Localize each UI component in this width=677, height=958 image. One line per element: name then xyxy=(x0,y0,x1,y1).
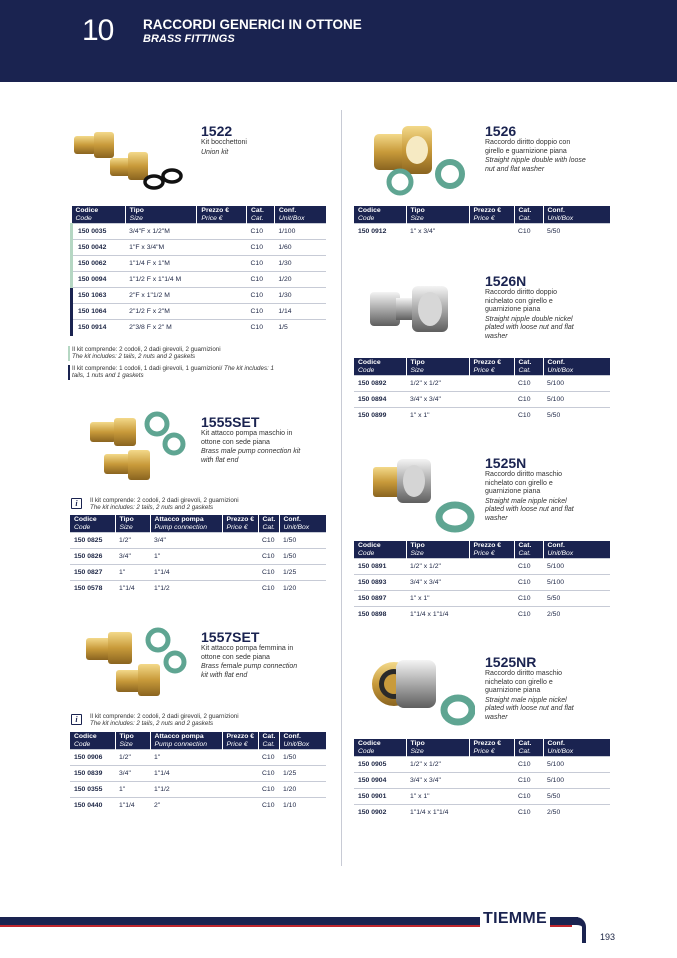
table-1526n xyxy=(354,358,610,424)
table-1522 xyxy=(70,206,326,336)
product-1525nr xyxy=(485,655,574,722)
col-size: Tipo Size xyxy=(125,206,197,224)
info-icon: i xyxy=(71,714,82,725)
table-1526 xyxy=(354,206,610,240)
product-code: 1522 xyxy=(201,123,233,139)
table-row: 150 0914 2"3/8 F x 2" M C10 1/5 xyxy=(72,320,327,336)
table-1555set xyxy=(70,515,326,597)
table-row: 150 0904 3/4" x 3/4" C10 5/100 xyxy=(354,773,610,789)
table-row: 150 0094 1"1/2 F x 1"1/4 M C10 1/20 xyxy=(72,272,327,288)
product-image-1557set xyxy=(70,622,190,707)
brand-hook-shape xyxy=(572,917,586,943)
kit-note: Il kit comprende: 2 codoli, 2 dadi girevoli, 2 guarnizioni The kit includes: 2 tails, 2 nuts and 2 gaskets xyxy=(90,713,239,728)
product-code: 1525NR xyxy=(485,654,537,670)
table-row: 150 1063 2"F x 1"1/2 M C10 1/30 xyxy=(72,288,327,304)
table-row: 150 0905 1/2" x 1/2" C10 5/100 xyxy=(354,757,610,773)
product-desc-en: Brass male pump connection kit with flat end xyxy=(201,448,301,464)
product-1525n xyxy=(485,456,574,523)
product-1555set xyxy=(201,415,300,465)
col-cat: Cat. Cat. xyxy=(247,206,275,224)
column-divider xyxy=(341,110,342,866)
table-1525n xyxy=(354,541,610,623)
product-image-1555set xyxy=(70,408,190,493)
table-row: 150 0912 1" x 3/4" C10 5/50 xyxy=(354,224,610,240)
col-price: Prezzo € Price € xyxy=(197,206,247,224)
table-row: 150 0826 3/4" 1" C10 1/50 xyxy=(70,549,326,565)
table-header: Codice Code Tipo Size Prezzo € Price € Cat. Cat. Conf. Unit/Box xyxy=(354,358,610,376)
product-1557set xyxy=(201,630,297,680)
table-header: Codice Code Tipo Size Prezzo € Price € Cat. Cat. Conf. Unit/Box xyxy=(354,206,610,224)
chapter-title: RACCORDI GENERICI IN OTTONE xyxy=(143,17,362,32)
product-desc-it: Raccordo diritto maschio nichelato con girello e guarnizione piana xyxy=(485,471,563,495)
col-code: Codice Code xyxy=(72,206,126,224)
product-image-1526 xyxy=(360,116,475,196)
table-row: 150 0042 1"F x 3/4"M C10 1/60 xyxy=(72,240,327,256)
table-row: 150 0355 1" 1"1/2 C10 1/20 xyxy=(70,782,326,798)
product-desc-en: Brass female pump connection kit with flat end xyxy=(201,663,298,679)
col-conf: Conf. Unit/Box xyxy=(274,206,326,224)
kit-note-1: Il kit comprende: 2 codoli, 2 dadi girevoli, 2 guarnizioni The kit includes: 2 tails, 2 nuts and 2 gaskets xyxy=(72,346,221,361)
page-number: 193 xyxy=(600,932,616,942)
page-header xyxy=(0,0,677,82)
table-row: 150 0892 1/2" x 1/2" C10 5/100 xyxy=(354,376,610,392)
note-marker xyxy=(68,365,70,380)
product-image-1526n xyxy=(362,278,472,343)
product-desc-it: Raccordo diritto maschio nichelato con girello e guarnizione piana xyxy=(485,670,563,694)
table-header xyxy=(72,206,327,224)
table-row: 150 0827 1" 1"1/4 C10 1/25 xyxy=(70,565,326,581)
table-row: 150 0906 1/2" 1" C10 1/50 xyxy=(70,750,326,766)
kit-note: Il kit comprende: 2 codoli, 2 dadi girevoli, 2 guarnizioni The kit includes: 2 tails, 2 nuts and 2 gaskets xyxy=(90,497,239,512)
table-1557set xyxy=(70,732,326,814)
table-row: 150 0893 3/4" x 3/4" C10 5/100 xyxy=(354,575,610,591)
product-1526n xyxy=(485,274,574,341)
table-row: 150 0440 1"1/4 2" C10 1/10 xyxy=(70,798,326,814)
product-desc-it: Raccordo diritto doppio con girello e guarnizione piana xyxy=(485,139,571,155)
table-row: 150 0901 1" x 1" C10 5/50 xyxy=(354,789,610,805)
product-image-1525n xyxy=(355,455,475,535)
product-desc-en: Union kit xyxy=(201,148,229,156)
product-code: 1525N xyxy=(485,455,527,471)
product-image-1525nr xyxy=(360,650,475,730)
table-header: Codice Code Tipo Size Prezzo € Price € Cat. Cat. Conf. Unit/Box xyxy=(354,541,610,559)
table-1525nr xyxy=(354,739,610,821)
product-desc-it: Kit attacco pompa femmina in ottone con sede piana xyxy=(201,645,294,661)
chapter-title-en: BRASS FITTINGS xyxy=(143,33,235,45)
product-code: 1526 xyxy=(485,123,517,139)
product-desc-en: Straight male nipple nickel plated with loose nut and flat washer xyxy=(485,696,574,721)
table-row: 150 0839 3/4" 1"1/4 C10 1/25 xyxy=(70,766,326,782)
info-icon: i xyxy=(71,498,82,509)
table-row: 150 0578 1"1/4 1"1/2 C10 1/20 xyxy=(70,581,326,597)
product-desc-en: Straight nipple double with loose nut and flat washer xyxy=(485,157,586,173)
table-row: 150 0062 1"1/4 F x 1"M C10 1/30 xyxy=(72,256,327,272)
table-header: Codice Code Tipo Size Prezzo € Price € Cat. Cat. Conf. Unit/Box xyxy=(354,739,610,757)
table-row: 150 0902 1"1/4 x 1"1/4 C10 2/50 xyxy=(354,805,610,821)
product-image-1522 xyxy=(68,122,188,197)
product-desc-it: Kit bocchettoni xyxy=(201,139,247,146)
brand-logo: TIEMME xyxy=(480,910,550,928)
product-desc-en: Straight male nipple nickel plated with loose nut and flat washer xyxy=(485,497,574,522)
table-row: 150 0035 3/4"F x 1/2"M C10 1/100 xyxy=(72,224,327,240)
product-1522 xyxy=(201,124,247,157)
table-row: 150 0894 3/4" x 3/4" C10 5/100 xyxy=(354,392,610,408)
product-desc-it: Raccordo diritto doppio nichelato con girello e guarnizione piana xyxy=(485,289,557,313)
product-code: 1557SET xyxy=(201,629,260,645)
product-1526 xyxy=(485,124,586,174)
table-row: 150 0891 1/2" x 1/2" C10 5/100 xyxy=(354,559,610,575)
product-code: 1526N xyxy=(485,273,527,289)
kit-note-2: Il kit comprende: 1 codoli, 1 dadi girevoli, 1 guarnizioni/ The kit includes: 1 tails, 1 nuts and 1 gaskets xyxy=(72,365,274,380)
table-row: 150 0825 1/2" 3/4" C10 1/50 xyxy=(70,533,326,549)
table-row: 150 0898 1"1/4 x 1"1/4 C10 2/50 xyxy=(354,607,610,623)
note-marker xyxy=(68,346,70,361)
table-header: Codice Code Tipo Size Attacco pompa Pump connection Prezzo € Price € Cat. Cat. Conf. Unit/Box xyxy=(70,515,326,533)
table-row: 150 0899 1" x 1" C10 5/50 xyxy=(354,408,610,424)
product-desc-en: Straight nipple double nickel plated with loose nut and flat washer xyxy=(485,315,574,340)
chapter-number: 10 xyxy=(82,14,114,47)
product-code: 1555SET xyxy=(201,414,260,430)
table-row: 150 1064 2"1/2 F x 2"M C10 1/14 xyxy=(72,304,327,320)
table-row: 150 0897 1" x 1" C10 5/50 xyxy=(354,591,610,607)
table-header: Codice Code Tipo Size Attacco pompa Pump connection Prezzo € Price € Cat. Cat. Conf. Unit/Box xyxy=(70,732,326,750)
product-desc-it: Kit attacco pompa maschio in ottone con sede piana xyxy=(201,430,293,446)
